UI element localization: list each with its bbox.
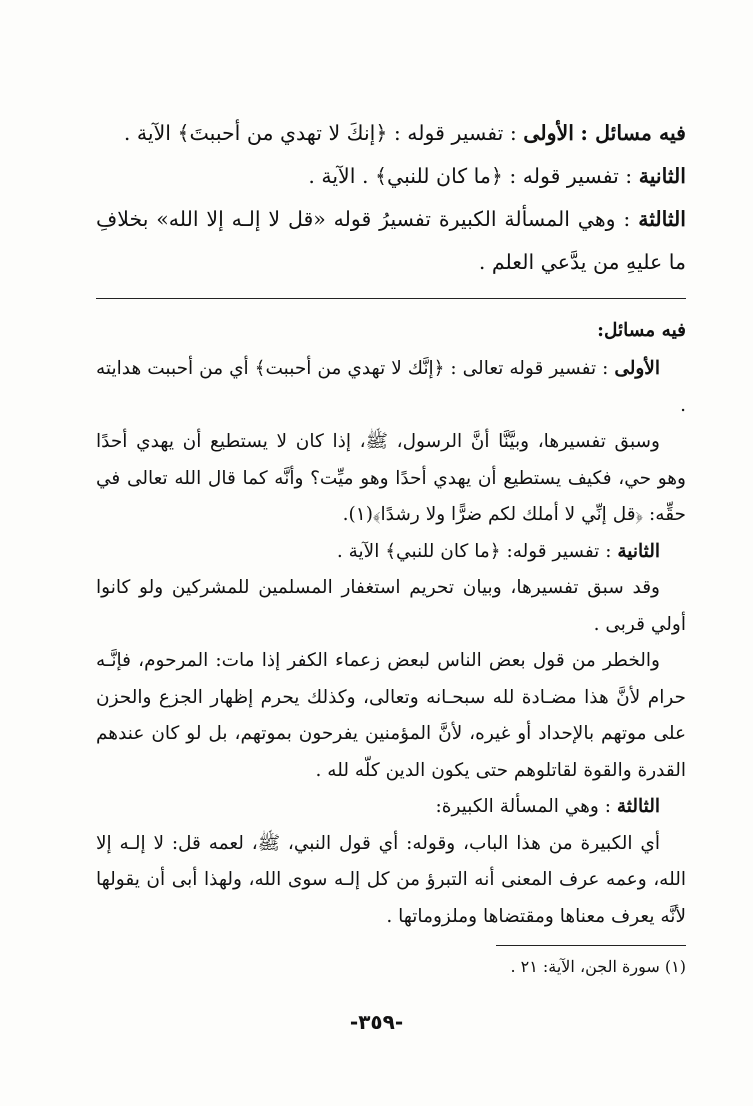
paragraph-explanation-2: وقد سبق تفسيرها، وبيان تحريم استغفار المسلمين للمشركين ولو كانوا أولي قربى .: [96, 577, 686, 635]
footnote-divider: [496, 945, 686, 946]
page-content: [96, 112, 686, 982]
text-first: : تفسير قوله تعالى : ﴿إنَّك لا تهدي من أحببت﴾ أي من أحببت هدايته .: [96, 358, 686, 416]
label-third: الثالثة: [616, 796, 660, 817]
summary-text-third: : وهي المسألة الكبيرة تفسيرُ قوله «قل لا إلـه إلا الله» بخلافِ ما عليهِ من يدَّعي العلم .: [96, 207, 686, 274]
footnote: (١) سورة الجن، الآية: ٢١ .: [510, 957, 686, 976]
label-first: الأولى: [614, 358, 660, 379]
commentary-heading: فيه مسائل:: [597, 320, 686, 341]
paragraph-second-issue: [96, 534, 686, 571]
summary-line-1: [96, 112, 686, 155]
paragraph-first-issue: [96, 351, 686, 424]
summary-line-3: [96, 198, 686, 284]
paragraph-explanation-3: والخطر من قول بعض الناس لبعض زعماء الكفر إذا مات: المرحوم، فإنَّـه حرام لأنَّ هذا مضـادة لله سبحـانه وتعالى، وكذلك يحرم إظهار الجزع والحزن على موتهم بالإحداد أو غيره، لأنَّ المؤمنين يفرحون بموتهم، بل لو كان عندهم القدرة والقوة لقاتلوهم حتى يكون الدين كلّه لله .: [96, 650, 686, 781]
commentary-section: [96, 311, 686, 935]
text-third: : وهي المسألة الكبيرة:: [435, 796, 611, 817]
section-divider: [96, 298, 686, 299]
paragraph-explanation-1: وسبق تفسيرها، وبيَّنَّا أنَّ الرسول، ﷺ، إذا كان لا يستطيع أن يهدي أحدًا وهو حي، فكيف يستطيع أن يهدي أحدًا وهو ميِّت؟ وأنَّه كما قال الله تعالى في حقِّه: ﴿قل إنِّي لا أملك لكم ضرًّا ولا رشدًا﴾(١).: [96, 431, 686, 525]
summary-heading: فيه مسائل :: [580, 121, 686, 145]
summary-label-first: الأولى: [523, 121, 574, 145]
paragraph-explanation-4: أي الكبيرة من هذا الباب، وقوله: أي قول النبي، ﷺ، لعمه قل: لا إلـه إلا الله، وعمه عرف المعنى أنه التبرؤ من كل إلـه سوى الله، ولهذا أبى أن يقولها لأنَّه يعرف معناها ومقتضاها وملزوماتها .: [96, 832, 686, 927]
summary-text-second: : تفسير قوله : ﴿ما كان للنبي﴾ . الآية .: [308, 164, 633, 188]
summary-label-second: الثانية: [638, 164, 686, 188]
summary-line-2: [96, 155, 686, 198]
page-number: -٣٥٩-: [349, 1010, 404, 1034]
summary-label-third: الثالثة: [638, 207, 686, 231]
label-second: الثانية: [617, 540, 660, 562]
summary-section: [96, 112, 686, 284]
summary-text-first: : تفسير قوله : ﴿إنكَ لا تهدي من أحببتَ﴾ الآية .: [123, 121, 517, 145]
paragraph-third-issue: [96, 789, 686, 826]
text-second: : تفسير قوله: ﴿ما كان للنبي﴾ الآية .: [336, 540, 612, 562]
